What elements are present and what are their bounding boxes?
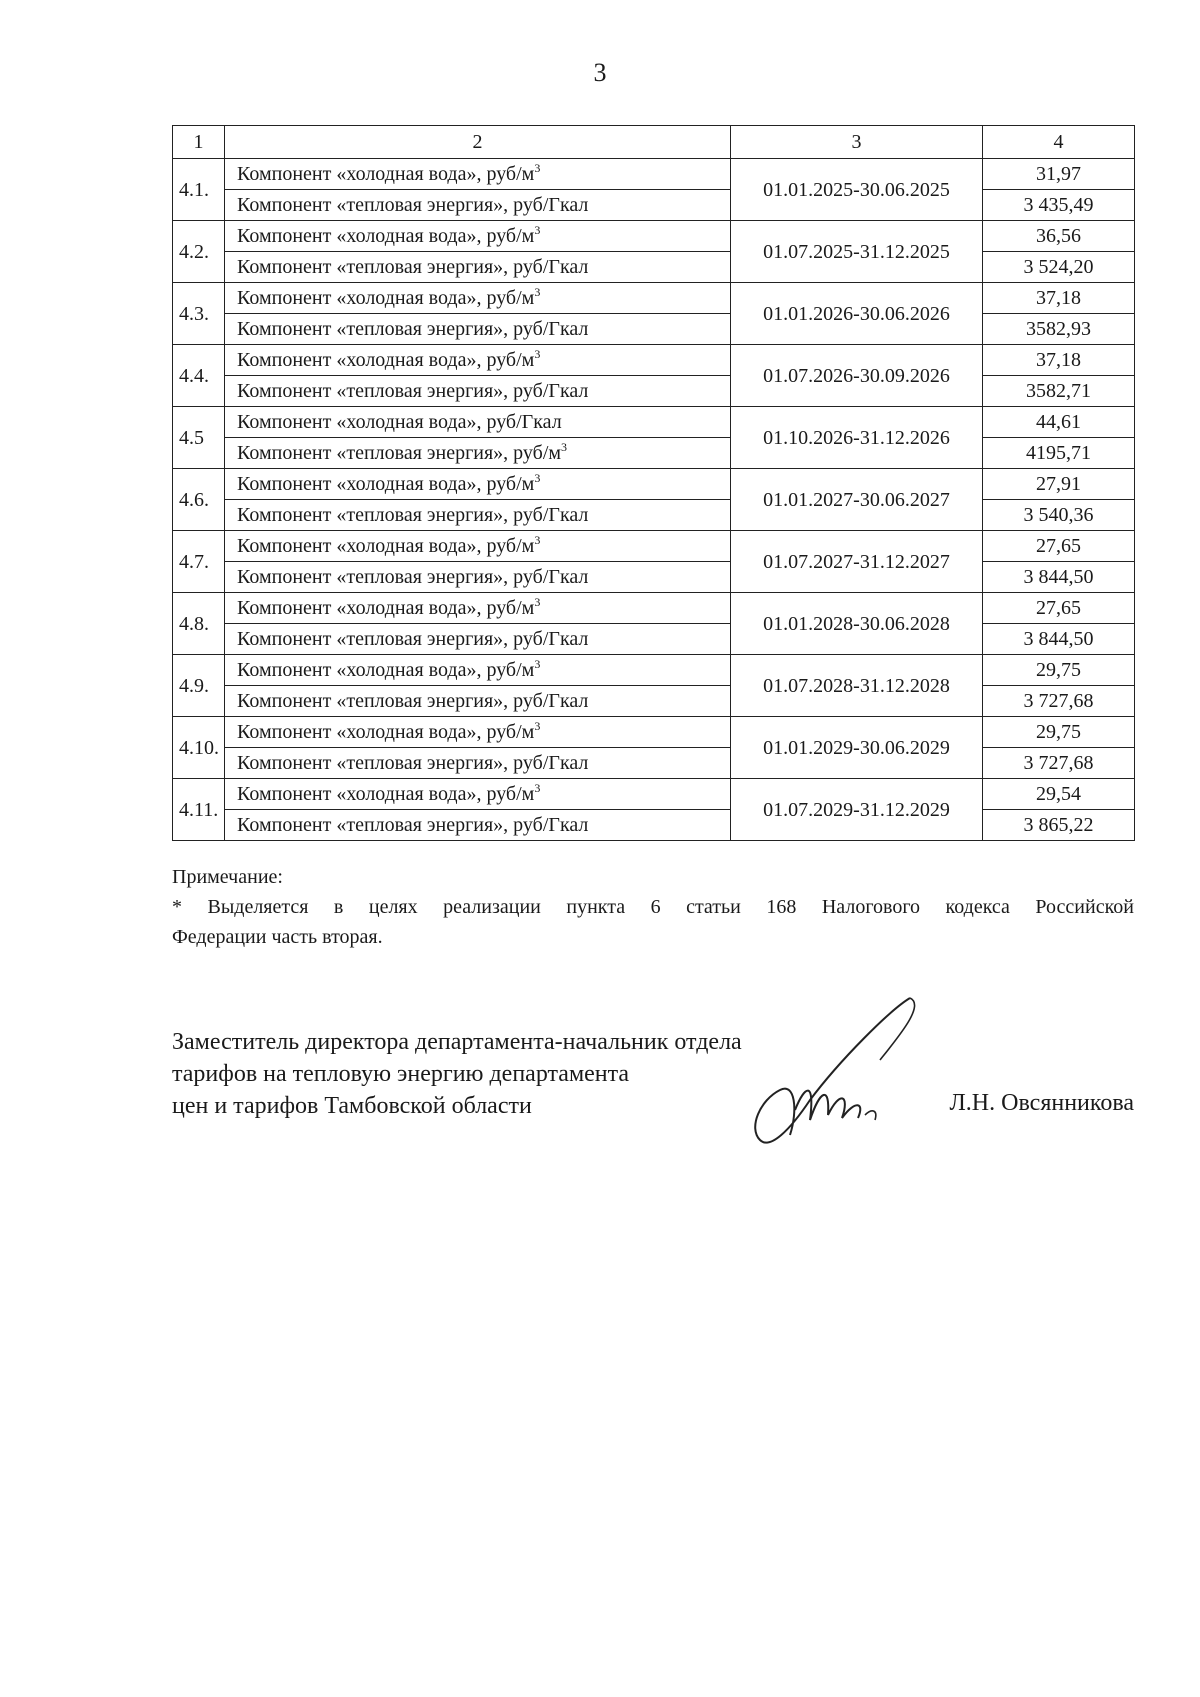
unit-superscript: 3 <box>561 440 568 454</box>
tariff-table <box>172 125 1135 841</box>
table-row <box>173 190 1135 221</box>
row-number: 4.3. <box>173 283 225 345</box>
signer-position-line: Заместитель директора департамента-начальник отдела <box>172 1029 742 1055</box>
component-cell <box>225 531 731 562</box>
component-label: Компонент «тепловая энергия», руб/м <box>237 442 562 464</box>
period-cell: 01.10.2026-31.12.2026 <box>731 407 983 469</box>
tariff-value: 29,75 <box>983 655 1135 686</box>
component-cell <box>225 562 731 593</box>
table-row <box>173 221 1135 252</box>
tariff-value: 3 435,49 <box>983 190 1135 221</box>
row-number: 4.6. <box>173 469 225 531</box>
tariff-value: 4195,71 <box>983 438 1135 469</box>
table-row <box>173 624 1135 655</box>
tariff-value: 37,18 <box>983 345 1135 376</box>
table-row <box>173 531 1135 562</box>
tariff-value: 37,18 <box>983 283 1135 314</box>
component-label: Компонент «тепловая энергия», руб/Гкал <box>237 256 589 278</box>
handwritten-signature <box>700 990 940 1170</box>
component-label: Компонент «холодная вода», руб/м <box>237 473 535 495</box>
unit-superscript: 3 <box>534 781 541 795</box>
period-cell: 01.07.2028-31.12.2028 <box>731 655 983 717</box>
unit-superscript: 3 <box>534 719 541 733</box>
component-label: Компонент «тепловая энергия», руб/Гкал <box>237 814 589 836</box>
unit-superscript: 3 <box>534 223 541 237</box>
table-row <box>173 686 1135 717</box>
table-row <box>173 438 1135 469</box>
tariff-value: 3 727,68 <box>983 686 1135 717</box>
component-cell <box>225 438 731 469</box>
header-col-4: 4 <box>983 126 1135 159</box>
row-number: 4.8. <box>173 593 225 655</box>
table-row <box>173 810 1135 841</box>
component-cell <box>225 655 731 686</box>
component-label: Компонент «холодная вода», руб/м <box>237 349 535 371</box>
component-label: Компонент «холодная вода», руб/м <box>237 163 535 185</box>
component-label: Компонент «холодная вода», руб/м <box>237 597 535 619</box>
tariff-value: 29,75 <box>983 717 1135 748</box>
tariff-value: 3 727,68 <box>983 748 1135 779</box>
component-cell <box>225 407 731 438</box>
component-cell <box>225 748 731 779</box>
row-number: 4.10. <box>173 717 225 779</box>
note-title: Примечание: <box>172 866 283 888</box>
component-label: Компонент «холодная вода», руб/м <box>237 535 535 557</box>
component-cell <box>225 624 731 655</box>
component-label: Компонент «холодная вода», руб/м <box>237 783 535 805</box>
component-cell <box>225 159 731 190</box>
component-label: Компонент «тепловая энергия», руб/Гкал <box>237 194 589 216</box>
unit-superscript: 3 <box>534 533 541 547</box>
component-cell <box>225 469 731 500</box>
component-label: Компонент «тепловая энергия», руб/Гкал <box>237 318 589 340</box>
signer-position-line: цен и тарифов Тамбовской области <box>172 1093 532 1119</box>
tariff-value: 3 540,36 <box>983 500 1135 531</box>
period-cell: 01.01.2027-30.06.2027 <box>731 469 983 531</box>
component-cell <box>225 252 731 283</box>
table-row <box>173 159 1135 190</box>
table-row <box>173 345 1135 376</box>
row-number: 4.1. <box>173 159 225 221</box>
component-cell <box>225 221 731 252</box>
tariff-value: 29,54 <box>983 779 1135 810</box>
signer-position-line: тарифов на тепловую энергию департамента <box>172 1061 630 1087</box>
row-number: 4.9. <box>173 655 225 717</box>
component-cell <box>225 686 731 717</box>
tariff-value: 3582,71 <box>983 376 1135 407</box>
component-label: Компонент «тепловая энергия», руб/Гкал <box>237 752 589 774</box>
tariff-value: 44,61 <box>983 407 1135 438</box>
note-text-continued: Федерации часть вторая. <box>172 926 383 948</box>
tariff-value: 3582,93 <box>983 314 1135 345</box>
tariff-value: 27,91 <box>983 469 1135 500</box>
table-row <box>173 283 1135 314</box>
component-label: Компонент «тепловая энергия», руб/Гкал <box>237 628 589 650</box>
period-cell: 01.01.2025-30.06.2025 <box>731 159 983 221</box>
component-cell <box>225 345 731 376</box>
tariff-value: 31,97 <box>983 159 1135 190</box>
note-section <box>172 862 1134 952</box>
table-row <box>173 314 1135 345</box>
period-cell: 01.07.2027-31.12.2027 <box>731 531 983 593</box>
component-label: Компонент «тепловая энергия», руб/Гкал <box>237 380 589 402</box>
component-cell <box>225 779 731 810</box>
header-col-1: 1 <box>173 126 225 159</box>
unit-superscript: 3 <box>534 161 541 175</box>
table-row <box>173 500 1135 531</box>
unit-superscript: 3 <box>534 471 541 485</box>
row-number: 4.7. <box>173 531 225 593</box>
component-label: Компонент «холодная вода», руб/м <box>237 721 535 743</box>
period-cell: 01.07.2029-31.12.2029 <box>731 779 983 841</box>
component-cell <box>225 810 731 841</box>
component-cell <box>225 314 731 345</box>
header-col-2: 2 <box>225 126 731 159</box>
tariff-value: 3 844,50 <box>983 562 1135 593</box>
table-header-row <box>173 126 1135 159</box>
unit-superscript: 3 <box>534 285 541 299</box>
component-cell <box>225 190 731 221</box>
table-row <box>173 469 1135 500</box>
row-number: 4.11. <box>173 779 225 841</box>
component-label: Компонент «холодная вода», руб/Гкал <box>237 411 562 433</box>
component-cell <box>225 500 731 531</box>
tariff-value: 27,65 <box>983 531 1135 562</box>
tariff-value: 36,56 <box>983 221 1135 252</box>
table-row <box>173 717 1135 748</box>
component-cell <box>225 593 731 624</box>
period-cell: 01.01.2029-30.06.2029 <box>731 717 983 779</box>
component-cell <box>225 283 731 314</box>
component-label: Компонент «холодная вода», руб/м <box>237 225 535 247</box>
component-label: Компонент «холодная вода», руб/м <box>237 287 535 309</box>
period-cell: 01.07.2025-31.12.2025 <box>731 221 983 283</box>
component-cell <box>225 376 731 407</box>
tariff-value: 27,65 <box>983 593 1135 624</box>
header-col-3: 3 <box>731 126 983 159</box>
component-label: Компонент «тепловая энергия», руб/Гкал <box>237 566 589 588</box>
period-cell: 01.01.2026-30.06.2026 <box>731 283 983 345</box>
table-row <box>173 655 1135 686</box>
period-cell: 01.01.2028-30.06.2028 <box>731 593 983 655</box>
table-row <box>173 748 1135 779</box>
tariff-value: 3 524,20 <box>983 252 1135 283</box>
unit-superscript: 3 <box>534 347 541 361</box>
table-row <box>173 252 1135 283</box>
page-number: 3 <box>593 58 607 87</box>
component-label: Компонент «тепловая энергия», руб/Гкал <box>237 690 589 712</box>
table-body <box>173 159 1135 841</box>
component-cell <box>225 717 731 748</box>
component-label: Компонент «тепловая энергия», руб/Гкал <box>237 504 589 526</box>
period-cell: 01.07.2026-30.09.2026 <box>731 345 983 407</box>
row-number: 4.2. <box>173 221 225 283</box>
table-row <box>173 376 1135 407</box>
row-number: 4.4. <box>173 345 225 407</box>
unit-superscript: 3 <box>534 657 541 671</box>
note-text: * Выделяется в целях реализации пункта 6 статьи 168 Налогового кодекса Российской <box>172 896 1134 918</box>
tariff-value: 3 844,50 <box>983 624 1135 655</box>
row-number: 4.5 <box>173 407 225 469</box>
component-label: Компонент «холодная вода», руб/м <box>237 659 535 681</box>
signer-name: Л.Н. Овсянникова <box>949 1090 1134 1116</box>
table-row <box>173 407 1135 438</box>
tariff-value: 3 865,22 <box>983 810 1135 841</box>
table-row <box>173 593 1135 624</box>
table-row <box>173 562 1135 593</box>
table-row <box>173 779 1135 810</box>
unit-superscript: 3 <box>534 595 541 609</box>
